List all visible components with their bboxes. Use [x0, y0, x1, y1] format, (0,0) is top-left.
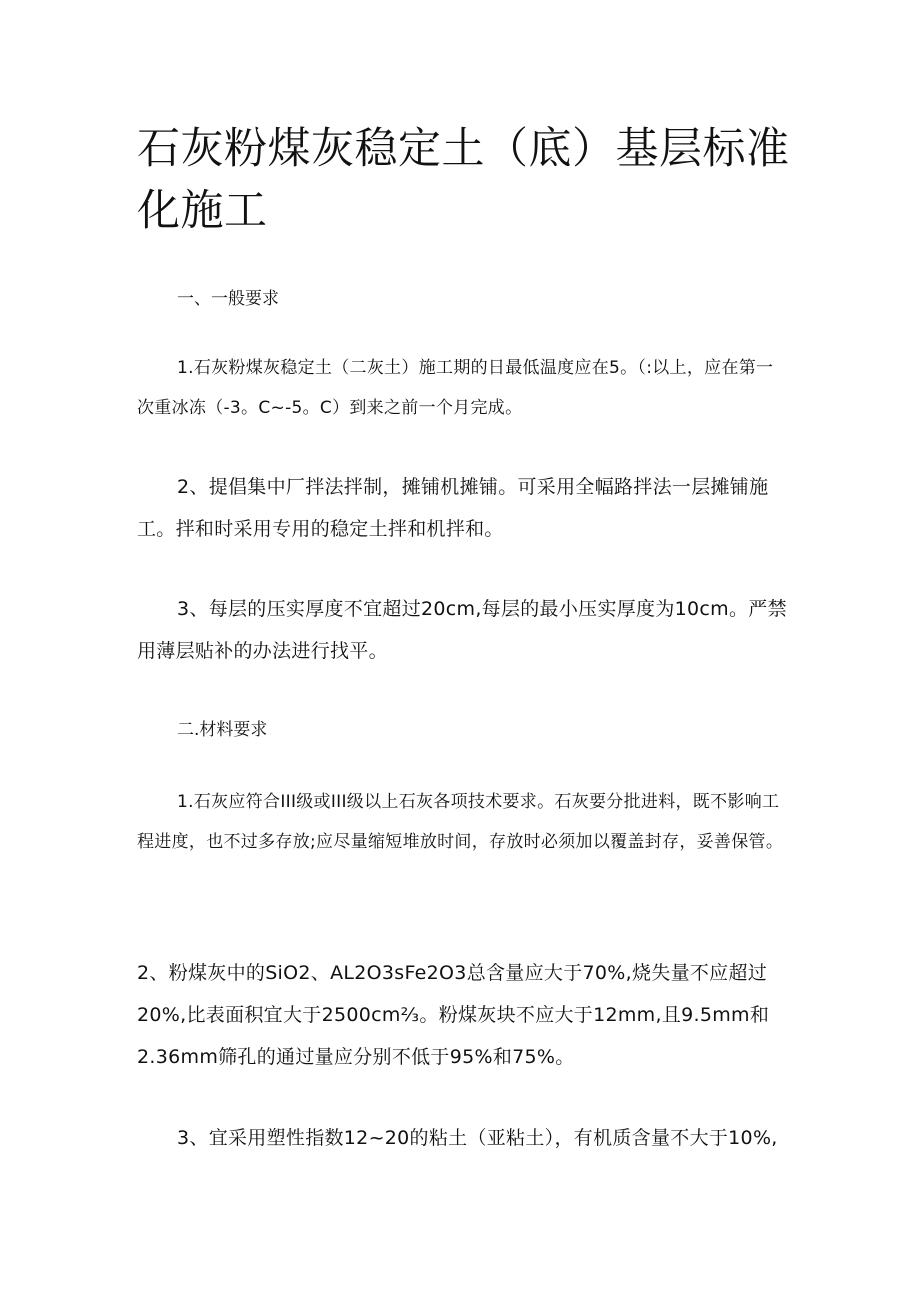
section-heading-general-requirements: 一、一般要求	[177, 289, 279, 309]
document-title: 石灰粉煤灰稳定土（底）基层标准化施工	[137, 124, 790, 236]
paragraph-layer-thickness: 3、每层的压实厚度不宜超过20cm,每层的最小压实厚度为10cm。严禁用薄层贴补的办法进行找平。	[137, 598, 787, 662]
paragraph-fly-ash-requirement: 2、粉煤灰中的SiO2、AL2O3sFe2O3总含量应大于70%,烧失量不应超过20%,比表面积宜大于2500cm⅔。粉煤灰块不应大于12mm,且9.5mm和2.36mm筛孔的通过量应分别不低于95%和75%。	[137, 962, 770, 1068]
paragraph-soil-requirement: 3、宜采用塑性指数12~20的粘土（亚粘土），有机质含量不大于10%,	[177, 1127, 778, 1149]
section-heading-material-requirements: 二.材料要求	[177, 720, 268, 740]
paragraph-lime-requirement: 1.石灰应符合III级或III级以上石灰各项技术要求。石灰要分批进料，既不影响工程进度，也不过多存放;应尽量缩短堆放时间，存放时必须加以覆盖封存，妥善保管。	[137, 792, 784, 852]
paragraph-temperature-requirement: 1.石灰粉煤灰稳定土（二灰土）施工期的日最低温度应在5。（:以上，应在第一次重冰冻（-3。C~-5。C）到来之前一个月完成。	[137, 358, 774, 418]
paragraph-mixing-method: 2、提倡集中厂拌法拌制，摊铺机摊铺。可采用全幅路拌法一层摊铺施工。拌和时采用专用的稳定土拌和机拌和。	[137, 476, 769, 540]
